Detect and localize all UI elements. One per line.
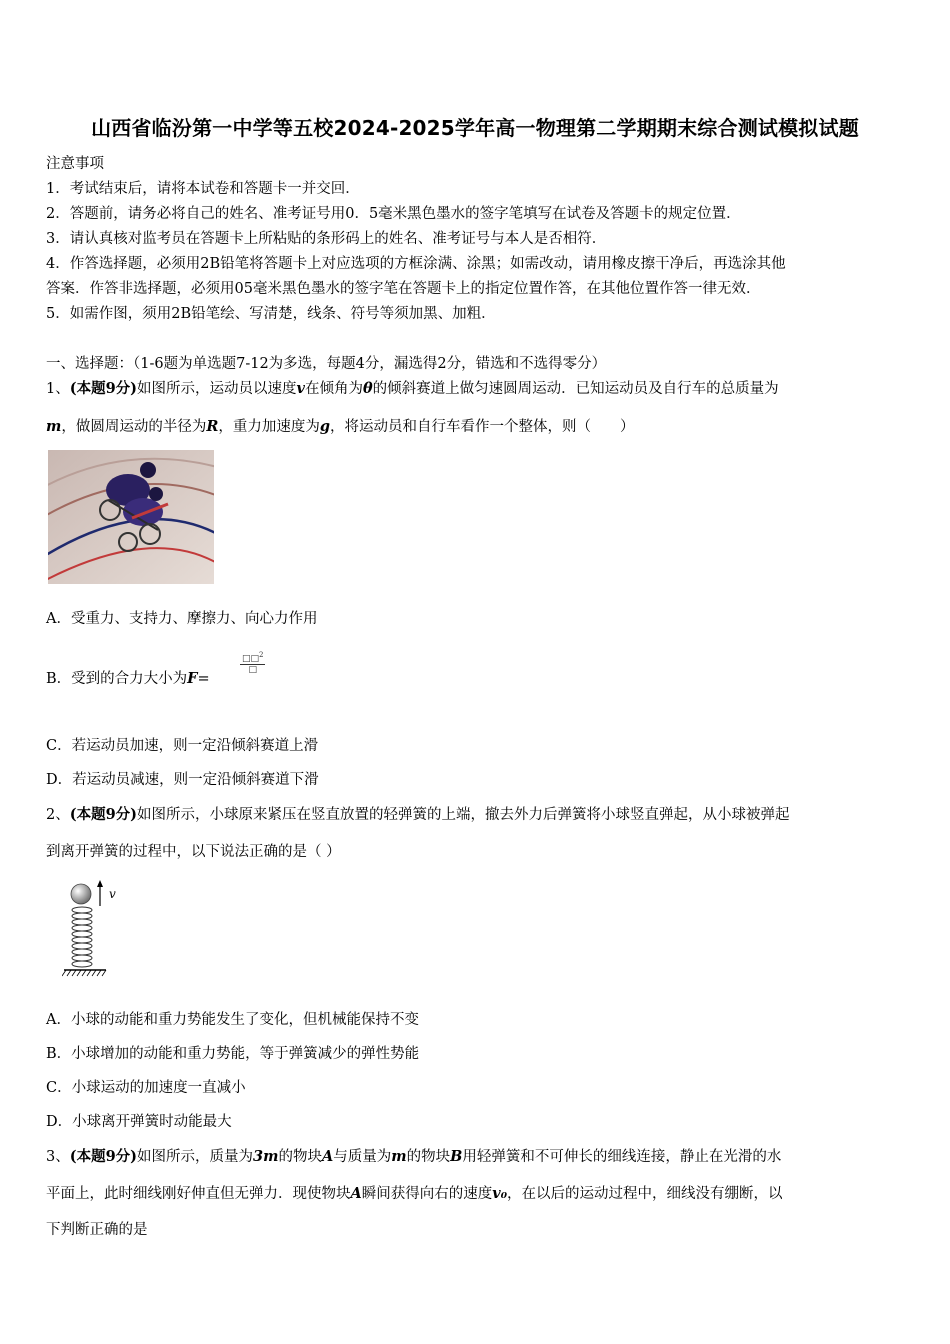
q1-fraction-exponent: 2 [259, 651, 264, 659]
notice-item-3: 3．请认真核对监考员在答题卡上所粘贴的条形码上的姓名、准考证号与本人是否相符． [46, 231, 607, 247]
q2-text: 如图所示，小球原来紧压在竖直放置的轻弹簧的上端，撤去外力后弹簧将小球竖直弹起，从小球被弹起 [137, 807, 790, 823]
q2-option-b: B．小球增加的动能和重力势能，等于弹簧减少的弹性势能 [46, 1046, 420, 1062]
q1-option-c: C．若运动员加速，则一定沿倾斜赛道上滑 [46, 738, 319, 754]
velodrome-illustration [48, 450, 214, 584]
q1-var-F: F [187, 670, 198, 687]
q1-var-v: v [296, 380, 305, 397]
q1-fraction-denominator: □ [248, 665, 257, 675]
q1-option-b [46, 667, 210, 688]
q1-number: 1、 [46, 381, 70, 397]
q2-line-2: 到离开弹簧的过程中，以下说法正确的是（ ） [46, 844, 341, 860]
notice-heading: 注意事项 [46, 156, 104, 172]
q1-text: 的倾斜赛道上做匀速圆周运动．已知运动员及自行车的总质量为 [372, 381, 779, 397]
section-heading: 一、选择题：（1-6题为单选题7-12为多选，每题4分，漏选得2分，错选和不选得零分） [46, 356, 607, 372]
q3-text: 用轻弹簧和不可伸长的细线连接，静止在光滑的水 [462, 1149, 782, 1165]
q1-text: 在倾角为 [304, 381, 363, 397]
q1-text: ，将运动员和自行车看作一个整体，则（ ） [330, 419, 635, 435]
q3-var-B: B [450, 1148, 463, 1165]
q3-var-A: A [321, 1148, 334, 1165]
q1-equals: = [197, 671, 210, 687]
q3-text: 如图所示，质量为 [137, 1149, 254, 1165]
spring-ball-drawing [62, 878, 132, 983]
cyclists-photo [48, 450, 214, 584]
q3-line-2 [46, 1182, 783, 1203]
q1-var-g: g [319, 418, 331, 435]
q1-text: 如图所示，运动员以速度 [137, 381, 297, 397]
q2-option-d: D．小球离开弹簧时动能最大 [46, 1114, 232, 1130]
ball [71, 884, 91, 904]
q3-text: 的物块 [278, 1149, 322, 1165]
page-title: 山西省临汾第一中学等五校2024-2025学年高一物理第二学期期末综合测试模拟试题 [91, 116, 859, 140]
q2-score: (本题9分) [69, 806, 138, 823]
spring-ball-figure [62, 878, 132, 983]
q2-line-1 [46, 803, 790, 824]
q2-option-a: A．小球的动能和重力势能发生了变化，但机械能保持不变 [46, 1012, 419, 1028]
notice-item-1: 1．考试结束后，请将本试卷和答题卡一并交回． [46, 181, 360, 197]
q1-var-m: m [46, 418, 62, 435]
notice-item-4-cont: 答案．作答非选择题，必须用05毫米黑色墨水的签字笔在答题卡上的指定位置作答，在其他位置作答一律无效． [46, 281, 761, 297]
q1-var-R: R [206, 418, 219, 435]
q1-option-d: D．若运动员减速，则一定沿倾斜赛道下滑 [46, 772, 319, 788]
notice-item-5: 5．如需作图，须用2B铅笔绘、写清楚，线条、符号等须加黑、加粗． [46, 306, 496, 322]
q3-text: 与质量为 [333, 1149, 392, 1165]
q1-fraction-numerator: □□ [242, 654, 260, 664]
q3-var-3m: 3m [253, 1148, 279, 1165]
q3-text: 的物块 [406, 1149, 451, 1165]
velocity-label: v [109, 887, 116, 901]
q3-score: (本题9分) [69, 1148, 138, 1165]
q3-text: ，在以后的运动过程中，细线没有绷断，以 [507, 1186, 783, 1202]
q1-fraction [240, 650, 265, 675]
q1-option-b-text: B．受到的合力大小为 [46, 671, 188, 687]
q3-text: 瞬间获得向右的速度 [361, 1186, 493, 1202]
q3-var-A: A [350, 1185, 362, 1202]
q1-var-theta: θ [362, 380, 373, 397]
notice-item-2: 2．答题前，请务必将自己的姓名、准考证号用0．5毫米黑色墨水的签字笔填写在试卷及答题卡的规定位置． [46, 206, 741, 222]
q3-number: 3、 [46, 1149, 70, 1165]
spring [72, 907, 92, 967]
q2-number: 2、 [46, 807, 70, 823]
q3-text: 平面上，此时细线刚好伸直但无弹力．现使物块 [46, 1186, 351, 1202]
q3-var-v0: v₀ [492, 1185, 508, 1202]
q1-score: (本题9分) [69, 380, 138, 397]
q3-line-3: 下判断正确的是 [46, 1222, 148, 1238]
notice-item-4: 4．作答选择题，必须用2B铅笔将答题卡上对应选项的方框涂满、涂黑；如需改动，请用橡皮擦干净后，再选涂其他 [46, 256, 786, 272]
q3-var-m: m [391, 1148, 407, 1165]
q2-option-c: C．小球运动的加速度一直减小 [46, 1080, 246, 1096]
q1-line-2 [46, 415, 635, 436]
q1-line-1 [46, 377, 779, 398]
q1-option-a: A．受重力、支持力、摩擦力、向心力作用 [46, 611, 318, 627]
q1-text: ，做圆周运动的半径为 [61, 419, 207, 435]
q1-text: ，重力加速度为 [218, 419, 320, 435]
q3-line-1 [46, 1145, 781, 1166]
